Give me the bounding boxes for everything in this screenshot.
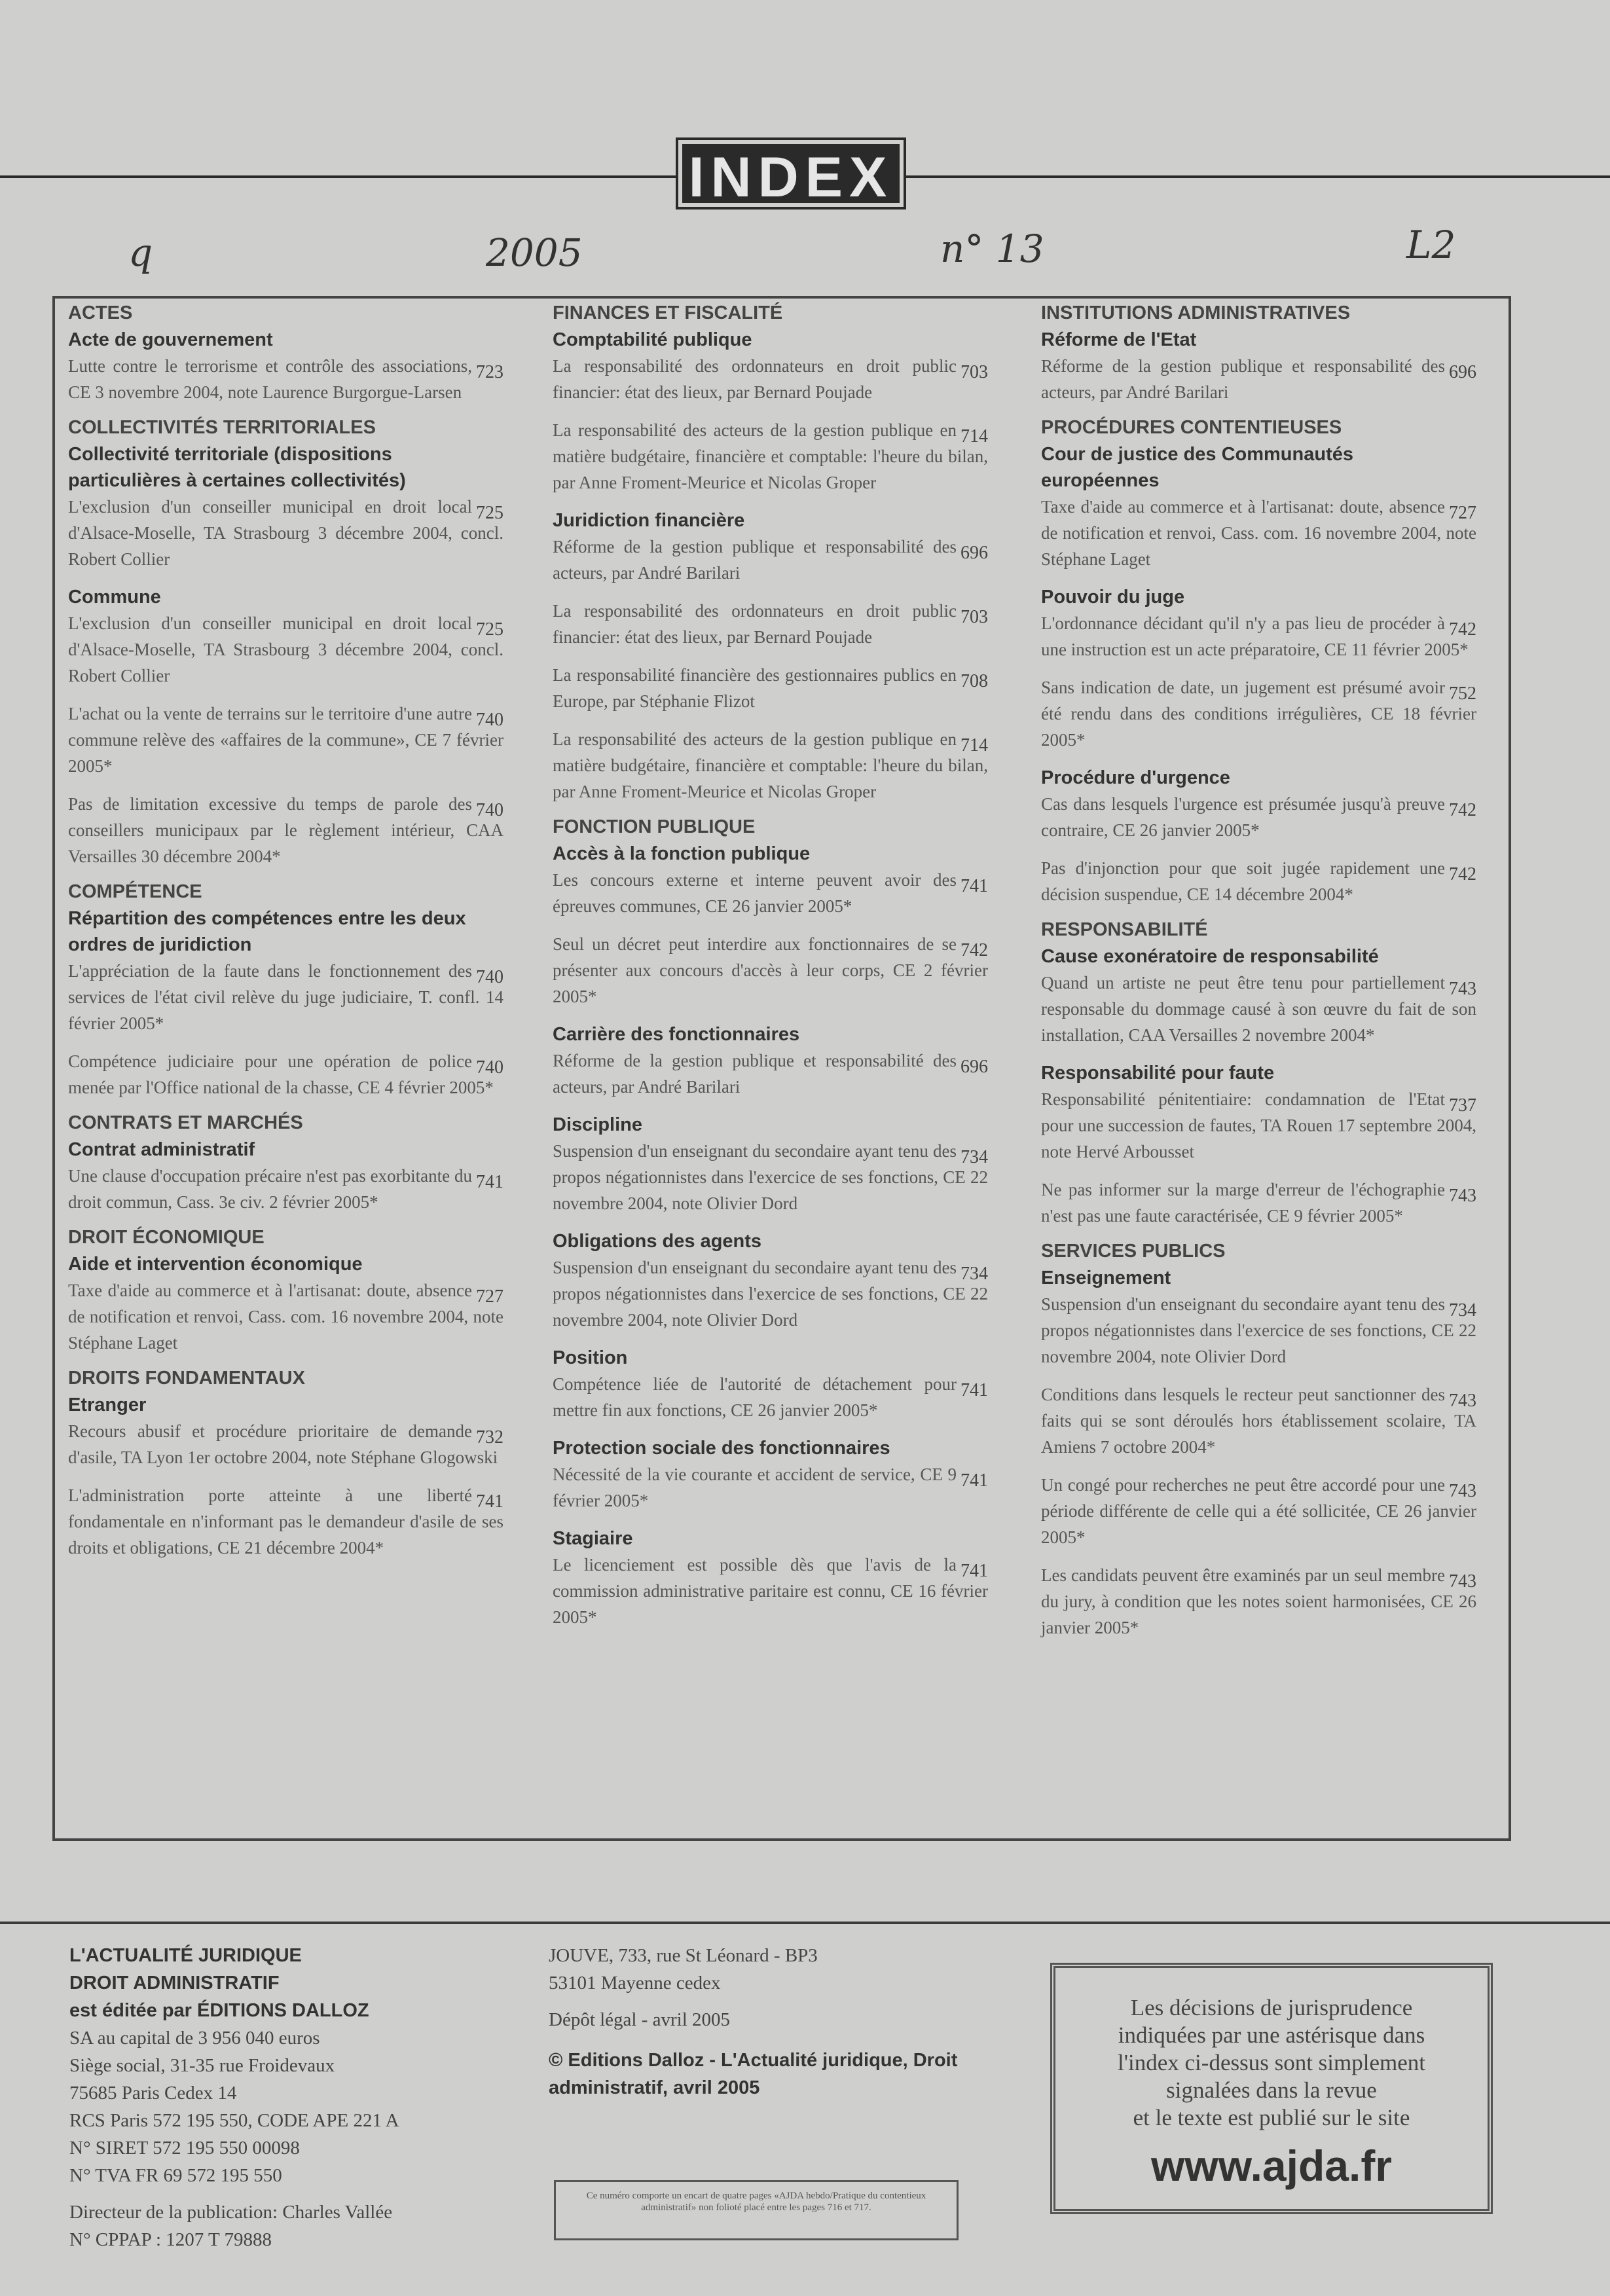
publisher-name-3: est éditée par ÉDITIONS DALLOZ bbox=[69, 2000, 369, 2021]
index-entry bbox=[68, 1048, 503, 1101]
handwritten-note-1: q bbox=[128, 230, 153, 275]
entry-text: La responsabilité des ordonnateurs en droit public financier: état des lieux, par Bernard Poujade bbox=[553, 356, 957, 402]
page-number: 743 bbox=[1449, 1571, 1476, 1592]
index-entry bbox=[1041, 791, 1476, 843]
page-number: 742 bbox=[1449, 864, 1476, 884]
entry-text: Compétence liée de l'autorité de détachement pour mettre fin aux fonctions, CE 26 janvier 2005* bbox=[553, 1374, 957, 1420]
page-number: 734 bbox=[1449, 1300, 1476, 1321]
index-entry bbox=[1041, 1472, 1476, 1550]
page-number: 740 bbox=[476, 1057, 503, 1078]
page-number: 732 bbox=[476, 1427, 503, 1448]
subsection-heading: Responsabilité pour faute bbox=[1041, 1063, 1275, 1084]
entry-text: Cas dans lesquels l'urgence est présumée jusqu'à preuve contraire, CE 26 janvier 2005* bbox=[1041, 794, 1445, 840]
header-rule-left bbox=[0, 175, 681, 178]
page-number: 737 bbox=[1449, 1095, 1476, 1116]
entry-text: Nécessité de la vie courante et accident de service, CE 9 février 2005* bbox=[553, 1465, 957, 1510]
subsection-heading: Collectivité territoriale (dispositions particulières à certaines collectivités) bbox=[68, 444, 406, 491]
notice-line: Les décisions de jurisprudence bbox=[1130, 1995, 1413, 2020]
section-heading: CONTRATS ET MARCHÉS bbox=[68, 1112, 303, 1133]
subsection-heading: Enseignement bbox=[1041, 1267, 1171, 1288]
entry-text: La responsabilité des ordonnateurs en droit public financier: état des lieux, par Bernard Poujade bbox=[553, 601, 957, 647]
entry-text: Pas d'injonction pour que soit jugée rapidement une décision suspendue, CE 14 décembre 2004* bbox=[1041, 858, 1445, 904]
entry-text: Taxe d'aide au commerce et à l'artisanat: doute, absence de notification et renvoi, Cass. com. 16 novembre 2004, note Stéphane Laget bbox=[68, 1281, 503, 1353]
page-number: 741 bbox=[961, 1470, 988, 1491]
page-number: 741 bbox=[476, 1172, 503, 1192]
notice-line: et le texte est publié sur le site bbox=[1133, 2105, 1410, 2130]
publisher-name-1: L'ACTUALITÉ JURIDIQUE bbox=[69, 1945, 302, 1966]
page-number: 743 bbox=[1449, 979, 1476, 999]
printer-line: JOUVE, 733, rue St Léonard - BP3 bbox=[549, 1945, 818, 1966]
index-entry bbox=[68, 791, 503, 869]
entry-text: L'ordonnance décidant qu'il n'y a pas lieu de procéder à une instruction est un acte préparatoire, CE 11 février 2005* bbox=[1041, 613, 1469, 659]
entry-text: Le licenciement est possible dès que l'avis de la commission administrative paritaire est connu, CE 16 février 2005* bbox=[553, 1555, 988, 1627]
index-entry bbox=[1041, 1291, 1476, 1370]
index-entry bbox=[553, 726, 988, 805]
subsection-heading: Juridiction financière bbox=[553, 510, 745, 531]
notice-line: signalées dans la revue bbox=[1166, 2077, 1377, 2103]
entry-text: Suspension d'un enseignant du secondaire ayant tenu des propos négationnistes dans l'exercice de ses fonctions, CE 22 novembre 2004, note Olivier Dord bbox=[553, 1258, 988, 1330]
page-number: 703 bbox=[961, 607, 988, 627]
entry-text: L'achat ou la vente de terrains sur le territoire d'une autre commune relève des «affaires de la commune», CE 7 février 2005* bbox=[68, 704, 503, 776]
page-number: 703 bbox=[961, 362, 988, 382]
subsection-heading: Discipline bbox=[553, 1114, 642, 1135]
index-entry bbox=[553, 1552, 988, 1630]
index-entry bbox=[68, 494, 503, 572]
subsection-heading: Stagiaire bbox=[553, 1528, 633, 1549]
section-heading: DROIT ÉCONOMIQUE bbox=[68, 1227, 265, 1248]
entry-text: Les candidats peuvent être examinés par un seul membre du jury, à condition que les notes soient harmonisées, CE 26 janvier 2005* bbox=[1041, 1565, 1476, 1637]
page-number: 741 bbox=[961, 876, 988, 896]
subsection-heading: Obligations des agents bbox=[553, 1231, 762, 1252]
entry-text: La responsabilité des acteurs de la gestion publique en matière budgétaire, financière et comptable: l'heure du bilan, par Anne Froment-Meurice et Nicolas Groper bbox=[553, 729, 988, 801]
index-column-3 bbox=[1041, 302, 1476, 1652]
entry-text: L'exclusion d'un conseiller municipal en droit local d'Alsace-Moselle, TA Strasbourg 3 décembre 2004, concl. Robert Collier bbox=[68, 613, 503, 685]
index-entry bbox=[1041, 353, 1476, 405]
index-entry bbox=[553, 1048, 988, 1100]
notice-line: indiquées par une astérisque dans bbox=[1118, 2022, 1425, 2048]
copyright: © Editions Dalloz - L'Actualité juridique, Droit administratif, avril 2005 bbox=[549, 2050, 958, 2098]
page-number: 741 bbox=[476, 1491, 503, 1512]
publisher-line: Siège social, 31-35 rue Froidevaux bbox=[69, 2055, 335, 2076]
subsection-heading: Commune bbox=[68, 587, 161, 608]
entry-text: L'administration porte atteinte à une liberté fondamentale en n'informant pas le demandeur d'asile de ses droits et obligations, CE 21 décembre 2004* bbox=[68, 1485, 503, 1558]
subsection-heading: Répartition des compétences entre les deux ordres de juridiction bbox=[68, 908, 466, 955]
entry-text: Sans indication de date, un jugement est présumé avoir été rendu dans des conditions irrégulières, CE 18 février 2005* bbox=[1041, 678, 1476, 750]
notice-line: l'index ci-dessus sont simplement bbox=[1117, 2050, 1425, 2075]
section-heading: COLLECTIVITÉS TERRITORIALES bbox=[68, 417, 376, 438]
printer-block bbox=[549, 1942, 1007, 2102]
subsection-heading: Accès à la fonction publique bbox=[553, 843, 811, 864]
entry-text: Pas de limitation excessive du temps de parole des conseillers municipaux par le règlement intérieur, CAA Versailles 30 décembre 2004* bbox=[68, 794, 503, 866]
index-entry bbox=[553, 1138, 988, 1216]
subsection-heading: Cour de justice des Communautés européennes bbox=[1041, 444, 1353, 491]
index-entry bbox=[68, 1418, 503, 1470]
page-number: 696 bbox=[961, 1057, 988, 1077]
director-line: Directeur de la publication: Charles Vallée bbox=[69, 2202, 393, 2223]
website-link[interactable]: www.ajda.fr bbox=[1151, 2141, 1392, 2190]
publisher-line: 75685 Paris Cedex 14 bbox=[69, 2083, 237, 2104]
printer-line: 53101 Mayenne cedex bbox=[549, 1973, 721, 1994]
subsection-heading: Etranger bbox=[68, 1394, 147, 1415]
page-number: 727 bbox=[1449, 503, 1476, 523]
index-entry bbox=[553, 417, 988, 496]
section-heading: PROCÉDURES CONTENTIEUSES bbox=[1041, 417, 1342, 438]
entry-text: Quand un artiste ne peut être tenu pour partiellement responsable du dommage causé à son œuvre du fait de son installation, CAA Versailles 2 novembre 2004* bbox=[1041, 973, 1476, 1045]
section-heading: RESPONSABILITÉ bbox=[1041, 919, 1208, 940]
page-number: 741 bbox=[961, 1380, 988, 1400]
page-number: 725 bbox=[476, 619, 503, 640]
entry-text: Réforme de la gestion publique et responsabilité des acteurs, par André Barilari bbox=[553, 537, 957, 583]
index-entry bbox=[68, 958, 503, 1036]
page-number: 725 bbox=[476, 503, 503, 523]
page-number: 740 bbox=[476, 967, 503, 987]
index-entry bbox=[68, 1277, 503, 1356]
section-heading: INSTITUTIONS ADMINISTRATIVES bbox=[1041, 302, 1351, 323]
page-number: 727 bbox=[476, 1286, 503, 1307]
entry-text: Les concours externe et interne peuvent avoir des épreuves communes, CE 26 janvier 2005* bbox=[553, 870, 957, 916]
entry-text: Suspension d'un enseignant du secondaire ayant tenu des propos négationnistes dans l'exercice de ses fonctions, CE 22 novembre 2004, note Olivier Dord bbox=[1041, 1294, 1476, 1366]
index-entry bbox=[553, 931, 988, 1010]
index-entry bbox=[1041, 674, 1476, 753]
publisher-line: N° SIRET 572 195 550 00098 bbox=[69, 2138, 300, 2159]
subsection-heading: Protection sociale des fonctionnaires bbox=[553, 1438, 890, 1459]
index-entry bbox=[1041, 610, 1476, 663]
entry-text: L'exclusion d'un conseiller municipal en droit local d'Alsace-Moselle, TA Strasbourg 3 décembre 2004, concl. Robert Collier bbox=[68, 497, 503, 569]
publisher-name-2: DROIT ADMINISTRATIF bbox=[69, 1973, 280, 1994]
subsection-heading: Cause exonératoire de responsabilité bbox=[1041, 946, 1379, 967]
page-number: 696 bbox=[961, 543, 988, 563]
subsection-heading: Procédure d'urgence bbox=[1041, 767, 1230, 788]
section-heading: SERVICES PUBLICS bbox=[1041, 1241, 1226, 1262]
index-entry bbox=[1041, 1381, 1476, 1460]
subsection-heading: Position bbox=[553, 1347, 628, 1368]
subsection-heading: Acte de gouvernement bbox=[68, 329, 273, 350]
subsection-heading: Réforme de l'Etat bbox=[1041, 329, 1197, 350]
entry-text: Recours abusif et procédure prioritaire de demande d'asile, TA Lyon 1er octobre 2004, note Stéphane Glogowski bbox=[68, 1421, 498, 1467]
index-entry bbox=[68, 1163, 503, 1215]
subsection-heading: Comptabilité publique bbox=[553, 329, 752, 350]
subsection-heading: Aide et intervention économique bbox=[68, 1254, 363, 1275]
page-number: 743 bbox=[1449, 1186, 1476, 1206]
page-number: 742 bbox=[961, 940, 988, 960]
entry-text: L'appréciation de la faute dans le fonctionnement des services de l'état civil relève du juge judiciaire, T. confl. 14 février 2005* bbox=[68, 961, 503, 1033]
index-entry bbox=[553, 662, 988, 714]
page-number: 714 bbox=[961, 735, 988, 756]
index-entry bbox=[1041, 855, 1476, 907]
page-number: 752 bbox=[1449, 683, 1476, 704]
page-number: 743 bbox=[1449, 1481, 1476, 1501]
legal-deposit: Dépôt légal - avril 2005 bbox=[549, 2009, 731, 2030]
subsection-heading: Carrière des fonctionnaires bbox=[553, 1024, 800, 1045]
index-entry bbox=[1041, 1086, 1476, 1165]
index-column-1 bbox=[68, 302, 503, 1573]
index-entry bbox=[553, 1371, 988, 1423]
entry-text: Suspension d'un enseignant du secondaire ayant tenu des propos négationnistes dans l'exercice de ses fonctions, CE 22 novembre 2004, note Olivier Dord bbox=[553, 1141, 988, 1213]
page-number: 734 bbox=[961, 1147, 988, 1167]
index-entry bbox=[553, 1461, 988, 1514]
entry-text: La responsabilité financière des gestionnaires publics en Europe, par Stéphanie Flizot bbox=[553, 665, 957, 711]
publisher-line: RCS Paris 572 195 550, CODE APE 221 A bbox=[69, 2110, 399, 2131]
page-number: 723 bbox=[476, 362, 503, 382]
index-entry bbox=[68, 610, 503, 689]
entry-text: Un congé pour recherches ne peut être accordé pour une période différente de celle qui a été sollicitée, CE 26 janvier 2005* bbox=[1041, 1475, 1476, 1547]
footer-rule bbox=[0, 1922, 1610, 1924]
entry-text: Seul un décret peut interdire aux fonctionnaires de se présenter aux concours d'accès à leur corps, CE 2 février 2005* bbox=[553, 934, 988, 1006]
section-heading: FINANCES ET FISCALITÉ bbox=[553, 302, 783, 323]
handwritten-note-3: n° 13 bbox=[940, 227, 1044, 271]
notice-box bbox=[1050, 1963, 1493, 2214]
page-number: 740 bbox=[476, 800, 503, 820]
insert-note-box: Ce numéro comporte un encart de quatre pages «AJDA hebdo/Pratique du contentieux administratif» non folioté placé entre les pages 716 et 717. bbox=[554, 2180, 959, 2240]
entry-text: Une clause d'occupation précaire n'est pas exorbitante du droit commun, Cass. 3e civ. 2 février 2005* bbox=[68, 1166, 472, 1212]
entry-text: La responsabilité des acteurs de la gestion publique en matière budgétaire, financière et comptable: l'heure du bilan, par Anne Froment-Meurice et Nicolas Groper bbox=[553, 420, 988, 492]
index-entry bbox=[68, 1482, 503, 1561]
page-number: 714 bbox=[961, 426, 988, 446]
page-number: 740 bbox=[476, 710, 503, 730]
subsection-heading: Pouvoir du juge bbox=[1041, 587, 1185, 608]
entry-text: Compétence judiciaire pour une opération de police menée par l'Office national de la chasse, CE 4 février 2005* bbox=[68, 1051, 494, 1097]
handwritten-note-2: 2005 bbox=[486, 230, 583, 275]
index-entry bbox=[1041, 970, 1476, 1048]
index-title: INDEX bbox=[678, 140, 904, 207]
page-number: 696 bbox=[1449, 362, 1476, 382]
entry-text: Responsabilité pénitentiaire: condamnation de l'Etat pour une succession de fautes, TA Rouen 17 septembre 2004, note Hervé Arbousset bbox=[1041, 1089, 1476, 1161]
page-number: 741 bbox=[961, 1561, 988, 1581]
page-number: 734 bbox=[961, 1264, 988, 1284]
subsection-heading: Contrat administratif bbox=[68, 1139, 255, 1160]
page-number: 742 bbox=[1449, 619, 1476, 640]
index-entry bbox=[553, 353, 988, 405]
page-number: 708 bbox=[961, 671, 988, 691]
entry-text: Réforme de la gestion publique et responsabilité des acteurs, par André Barilari bbox=[553, 1051, 957, 1097]
index-entry bbox=[553, 534, 988, 586]
index-entry bbox=[553, 1254, 988, 1333]
index-entry bbox=[553, 598, 988, 650]
publisher-block bbox=[69, 1942, 488, 2253]
section-heading: ACTES bbox=[68, 302, 133, 323]
index-entry bbox=[553, 867, 988, 919]
section-heading: COMPÉTENCE bbox=[68, 881, 202, 902]
publisher-line: SA au capital de 3 956 040 euros bbox=[69, 2028, 320, 2049]
index-column-2 bbox=[553, 302, 988, 1642]
index-entry bbox=[68, 701, 503, 779]
page-number: 743 bbox=[1449, 1391, 1476, 1411]
entry-text: Lutte contre le terrorisme et contrôle des associations, CE 3 novembre 2004, note Laurence Burgorgue-Larsen bbox=[68, 356, 472, 402]
handwritten-note-4: L2 bbox=[1406, 223, 1456, 267]
index-entry bbox=[1041, 1562, 1476, 1641]
entry-text: Conditions dans lesquels le recteur peut sanctionner des faits qui se sont déroulés hors établissement scolaire, TA Amiens 7 octobre 2004* bbox=[1041, 1385, 1476, 1457]
section-heading: FONCTION PUBLIQUE bbox=[553, 816, 756, 837]
cppap-line: N° CPPAP : 1207 T 79888 bbox=[69, 2229, 272, 2250]
page-number: 742 bbox=[1449, 800, 1476, 820]
entry-text: Taxe d'aide au commerce et à l'artisanat: doute, absence de notification et renvoi, Cass. com. 16 novembre 2004, note Stéphane Laget bbox=[1041, 497, 1476, 569]
index-entry bbox=[68, 353, 503, 405]
section-heading: DROITS FONDAMENTAUX bbox=[68, 1368, 305, 1389]
entry-text: Ne pas informer sur la marge d'erreur de l'échographie n'est pas une faute caractérisée, CE 9 février 2005* bbox=[1041, 1180, 1445, 1226]
entry-text: Réforme de la gestion publique et responsabilité des acteurs, par André Barilari bbox=[1041, 356, 1445, 402]
index-entry bbox=[1041, 494, 1476, 572]
index-entry bbox=[1041, 1176, 1476, 1229]
publisher-line: N° TVA FR 69 572 195 550 bbox=[69, 2165, 282, 2186]
header-rule-right bbox=[904, 175, 1610, 178]
